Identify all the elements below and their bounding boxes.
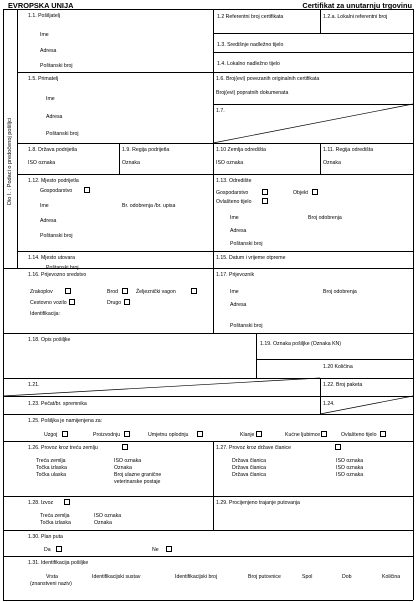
checkbox-plane[interactable] [65,288,71,294]
field-1-1-name: Ime [40,32,49,38]
field-1-31-title: 1.31. Identifikacija pošiljke [28,560,89,566]
col-id-system: Identifikacijski sustav [92,574,141,580]
col-quantity: Količina [382,574,401,580]
field-1-28-code-1: ISO oznaka [94,513,122,519]
checkbox-1-26[interactable] [122,444,128,450]
field-1-1-title: 1.1. Pošiljatelj [28,13,61,19]
checkbox-production[interactable] [124,431,130,437]
field-1-28-row-1: Treća zemlja [40,513,70,519]
checkbox-no[interactable] [166,546,172,552]
checkbox-rail[interactable] [191,288,197,294]
field-1-12-approval: Br. odobrenja /br. upisa [122,203,176,209]
field-1-1-postcode: Poštanski broj [40,63,73,69]
side-label: Dio I. : Podaci o predočenoj pošiljci [7,117,13,205]
checkbox-1-27[interactable] [335,444,341,450]
field-1-17-name: Ime [230,289,239,295]
field-1-27-code-3: ISO oznaka [336,472,364,478]
purpose-pets: Kućne ljubimce [285,432,321,438]
field-1-12-address: Adresa [40,218,57,224]
field-1-12-title: 1.12. Mjesto podrijetla [28,178,79,184]
field-1-27-row-2: Država članica [232,465,267,471]
checkbox-breeding[interactable] [62,431,68,437]
field-1-27-code-2: ISO oznaka [336,465,364,471]
col-passport: Broj putovnice [248,574,281,580]
field-1-13-postcode: Poštanski broj [230,241,263,247]
field-1-22: 1.22. Broj paketa [323,382,363,388]
checkbox-1-28[interactable] [64,499,70,505]
field-1-16-ship: Brod [107,289,118,295]
checkbox-road[interactable] [69,299,75,305]
field-1-13-address: Adresa [230,228,247,234]
checkbox-insemination[interactable] [197,431,203,437]
field-1-16-road: Cestovno vozilo [30,300,67,306]
col-id-number: Identifikacijski broj [175,574,218,580]
checkbox-pets[interactable] [321,431,327,437]
field-1-2: 1.2 Referentni broj certifikata [217,14,284,20]
field-1-27-code-1: ISO oznaka [336,458,364,464]
checkbox-1-12-holding[interactable] [84,187,90,193]
field-1-14-postcode: Poštanski broj [46,265,79,271]
field-1-13-body: Ovlašteno tijelo [216,199,252,205]
field-1-17-address: Adresa [230,302,247,308]
field-1-16-title: 1.16. Prijevozno sredstvo [28,272,87,278]
field-1-28-title: 1.28. Izvoz [28,500,54,506]
checkbox-other[interactable] [124,299,130,305]
field-1-4: 1.4. Lokalno nadležno tijelo [217,61,280,67]
field-1-26-code-3: Broj ulazne granične [114,472,162,478]
field-1-16-other: Drugo [107,300,122,306]
field-1-26-title: 1.26. Provoz kroz treću zemlju [28,445,98,451]
checkbox-1-13-object[interactable] [312,189,318,195]
field-1-27-row-1: Država članica [232,458,267,464]
field-1-5-title: 1.5. Primatelj [28,76,59,82]
field-1-8-iso: ISO oznaka [28,160,56,166]
field-1-12-holding: Gospodarstvo [40,188,73,194]
col-sex: Spol [302,574,313,580]
field-1-27-title: 1.27. Provoz kroz države članice [216,445,291,451]
field-1-5-name: Ime [46,96,55,102]
field-1-13-name: Ime [230,215,239,221]
field-1-30-yes: Da [44,547,51,553]
field-1-20: 1.20 Količina [323,364,353,370]
field-1-26-row-1: Treća zemlja [36,458,66,464]
field-1-11-code: Oznaka [323,160,341,166]
field-1-16-plane: Zrakoplov [30,289,53,295]
purpose-insemination: Umjetnu oplodnju [148,432,189,438]
field-1-25-title: 1.25. Pošiljka je namijenjena za: [28,418,103,424]
purpose-approved-body: Ovlašteno tijelo [341,432,377,438]
field-1-23: 1.23. Pečat/br. spremnika [28,401,87,407]
header-left: EVROPSKA UNIJA [8,1,74,10]
checkbox-1-13-body[interactable] [262,198,268,204]
field-1-10-iso: ISO oznaka [216,160,244,166]
field-1-26-code-1: ISO oznaka [114,458,142,464]
header-right: Certifikat za unutarnju trgovinu [302,1,412,10]
field-1-18: 1.18. Opis pošiljke [28,337,71,343]
field-1-6-sub: Broj(evi) popratnih dokumenata [216,90,289,96]
field-1-16-ident: Identifikacija: [30,311,60,317]
field-1-29: 1.29. Procijenjeno trajanje putovanja [216,500,300,506]
field-1-27-row-3: Država članica [232,472,267,478]
checkbox-slaughter[interactable] [256,431,262,437]
field-1-16-rail: Željeznički vagon [136,289,176,295]
purpose-slaughter: Klanje [240,432,255,438]
field-1-5-postcode: Poštanski broj [46,131,79,137]
field-1-15: 1.15. Datum i vrijeme otpreme [216,255,286,261]
field-1-17-approval: Broj odobrenja [323,289,357,295]
field-1-13-approval: Broj odobrenja [308,215,342,221]
purpose-breeding: Uzgoj [44,432,58,438]
checkbox-yes[interactable] [56,546,62,552]
field-1-7: 1.7. [216,108,225,114]
field-1-13-object: Objekt [293,190,308,196]
field-1-30-no: Ne [152,547,159,553]
field-1-26-row-3: Točka ulaska [36,472,66,478]
field-1-30-title: 1.30. Plan puta [28,534,63,540]
field-1-21: 1.21. [28,382,40,388]
field-1-1-address: Adresa [40,48,57,54]
field-1-26-code-2: Oznaka [114,465,132,471]
field-1-19: 1.19. Oznaka pošiljke (Oznaka KN) [260,341,342,347]
col-species-sub: (znanstveni naziv) [30,581,72,587]
col-species: Vrsta [46,574,58,580]
field-1-13-title: 1.13. Odredište [216,178,252,184]
checkbox-ship[interactable] [122,288,128,294]
field-1-17-title: 1.17. Prijevoznik [216,272,255,278]
field-1-5-address: Adresa [46,114,63,120]
field-1-26-code-4: veterinarske postaje [114,479,161,485]
field-1-28-row-2: Točka izlaska [40,520,71,526]
field-1-26-row-2: Točka izlaska [36,465,67,471]
field-1-24: 1.24. [323,401,335,407]
checkbox-approved-body[interactable] [380,431,386,437]
field-1-28-code-2: Oznaka [94,520,112,526]
field-1-3: 1.3. Središnje nadležno tijelo [217,42,284,48]
field-1-14-title: 1.14. Mjesto utovara [28,255,76,261]
field-1-12-postcode: Poštanski broj [40,233,73,239]
field-1-8-title: 1.8. Država podrijetla [28,147,78,153]
field-1-12-name: Ime [40,203,49,209]
field-1-9-code: Oznaka [122,160,140,166]
purpose-production: Proizvodnju [93,432,121,438]
field-1-17-postcode: Poštanski broj [230,323,263,329]
field-1-6-title: 1.6. Broj(evi) povezanih originalnih certifikata [216,76,320,82]
field-1-9-title: 1.9. Regija podrijetla [122,147,170,153]
field-1-2a: 1.2.a. Lokalni referentni broj [323,14,388,20]
field-1-11-title: 1.11. Regija odredišta [323,147,374,153]
col-age: Dob [342,574,352,580]
checkbox-1-13-holding[interactable] [262,189,268,195]
field-1-10-title: 1.10 Zemlja odredišta [216,147,266,153]
field-1-13-holding: Gospodarstvo [216,190,249,196]
